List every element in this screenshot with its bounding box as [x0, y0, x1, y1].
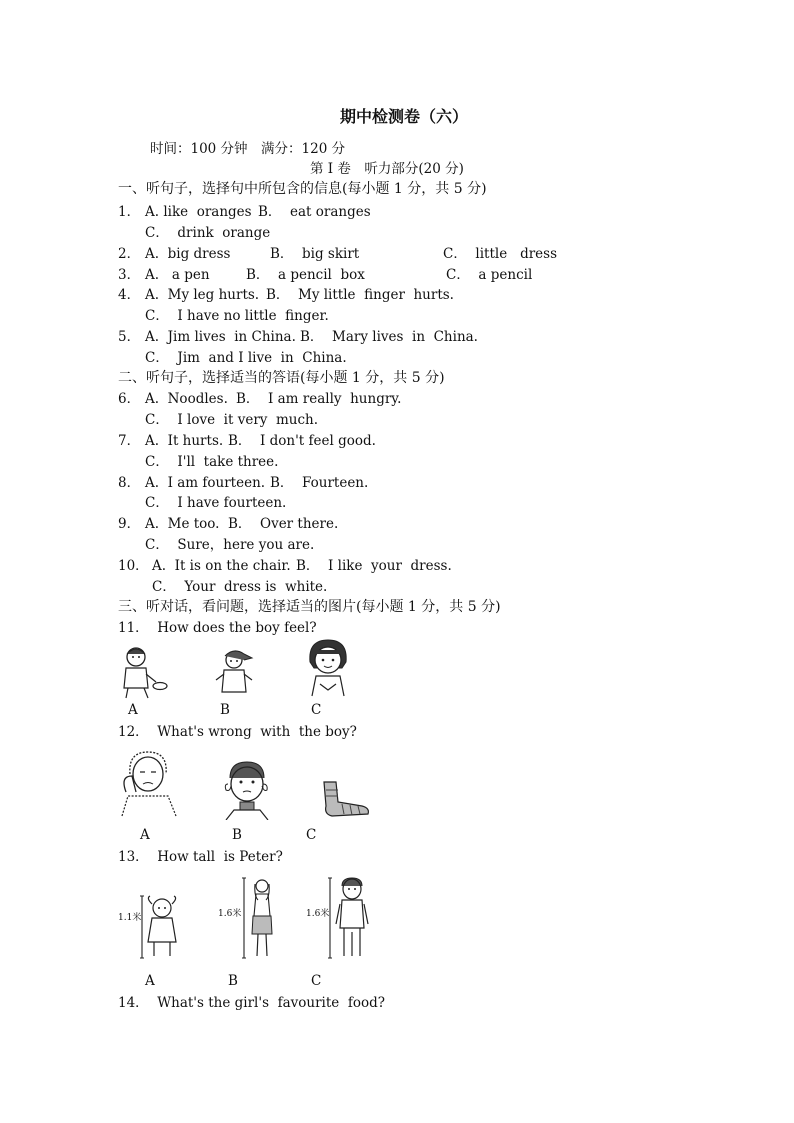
q10-option-c: C． Your dress is white. — [152, 579, 328, 595]
q13-label-c: C — [311, 973, 322, 989]
q4-option-a: A. My leg hurts. — [145, 287, 260, 303]
q9-option-b: B． Over there. — [228, 516, 339, 532]
q6-option-c: C． I love it very much. — [145, 412, 319, 428]
q5-option-c: C． Jim and I live in China. — [145, 350, 347, 366]
q2-option-c: C． little dress — [443, 246, 558, 262]
q4-number: 4． — [118, 287, 141, 303]
q2-option-a: A. big dress — [145, 246, 231, 262]
q5-option-b: B． Mary lives in China. — [300, 329, 478, 345]
q11-label-b: B — [220, 702, 230, 718]
q8-number: 8． — [118, 475, 141, 491]
exam-meta: 时间：100 分钟 满分：120 分 — [150, 141, 346, 157]
q8-option-c: C． I have fourteen. — [145, 495, 287, 511]
q13-height-a: 1.1米 — [118, 913, 142, 923]
q5-number: 5． — [118, 329, 141, 345]
q9-number: 9． — [118, 516, 141, 532]
q7-number: 7． — [118, 433, 141, 449]
q6-option-b: B． I am really hungry. — [236, 391, 402, 407]
q11-question: 11． How does the boy feel? — [118, 620, 317, 636]
q7-option-a: A. It hurts. — [145, 433, 224, 449]
q7-option-c: C． I'll take three. — [145, 454, 279, 470]
q11-picture-b — [212, 646, 258, 698]
q11-label-c: C — [311, 702, 322, 718]
section3-heading: 三、听对话，看问题，选择适当的图片(每小题 1 分，共 5 分) — [118, 599, 501, 615]
exam-title: 期中检测卷（六） — [340, 107, 469, 126]
q12-picture-c — [318, 780, 372, 820]
q4-option-c: C． I have no little finger. — [145, 308, 329, 324]
q12-picture-b — [222, 760, 272, 820]
q1-number: 1． — [118, 204, 141, 220]
q4-option-b: B． My little finger hurts. — [266, 287, 454, 303]
q12-label-a: A — [140, 827, 150, 843]
q9-option-a: A. Me too. — [145, 516, 220, 532]
q13-label-b: B — [228, 973, 238, 989]
q8-option-a: A. I am fourteen. — [145, 475, 266, 491]
q12-label-b: B — [232, 827, 242, 843]
q2-option-b: B． big skirt — [270, 246, 360, 262]
q13-picture-b — [240, 876, 276, 960]
q2-number: 2． — [118, 246, 141, 262]
q12-label-c: C — [306, 827, 317, 843]
q6-option-a: A. Noodles. — [145, 391, 228, 407]
q12-question: 12． What's wrong with the boy? — [118, 724, 357, 740]
q1-option-b: B． eat oranges — [258, 204, 371, 220]
q8-option-b: B． Fourteen. — [270, 475, 369, 491]
q9-option-c: C． Sure，here you are. — [145, 537, 315, 553]
q1-option-c: C． drink orange — [145, 225, 271, 241]
q11-picture-a — [118, 642, 170, 700]
q3-option-b: B． a pencil box — [246, 267, 365, 283]
q13-picture-c — [326, 876, 370, 960]
q7-option-b: B． I don't feel good. — [228, 433, 376, 449]
section1-heading: 一、听句子，选择句中所包含的信息(每小题 1 分，共 5 分) — [118, 181, 487, 197]
q1-option-a: A. like oranges — [145, 204, 252, 220]
q11-label-a: A — [128, 702, 138, 718]
q3-option-a: A. a pen — [145, 267, 210, 283]
q5-option-a: A. Jim lives in China. — [145, 329, 296, 345]
q12-picture-a — [118, 746, 178, 818]
q3-option-c: C． a pencil — [446, 267, 533, 283]
q10-number: 10． — [118, 558, 149, 574]
q13-label-a: A — [145, 973, 155, 989]
q3-number: 3． — [118, 267, 141, 283]
q14-question: 14． What's the girl's favourite food? — [118, 995, 385, 1011]
q13-height-b: 1.6米 — [218, 909, 242, 919]
q10-option-a: A. It is on the chair. — [152, 558, 291, 574]
q13-question: 13． How tall is Peter? — [118, 849, 283, 865]
q10-option-b: B． I like your dress. — [296, 558, 452, 574]
q11-picture-c — [302, 638, 354, 698]
q13-height-c: 1.6米 — [306, 909, 330, 919]
section2-heading: 二、听句子，选择适当的答语(每小题 1 分，共 5 分) — [118, 370, 445, 386]
part-heading: 第 I 卷 听力部分(20 分) — [310, 161, 464, 177]
q13-picture-a — [138, 894, 186, 960]
q6-number: 6． — [118, 391, 141, 407]
